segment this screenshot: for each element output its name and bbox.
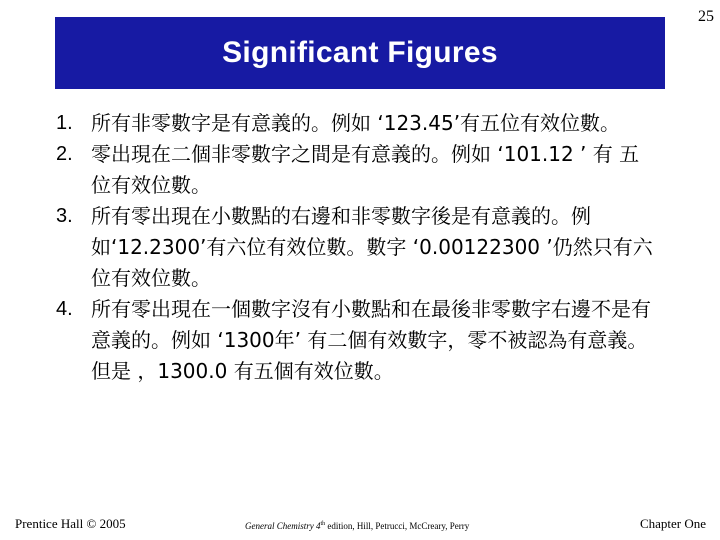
- footer-edition-superscript: th: [320, 521, 326, 527]
- rule-item: [56, 294, 676, 387]
- rule-text: 零出現在二個非零數字之間是有意義的。例如 ‘101.12 ’ 有 五位有效位數。: [91, 142, 640, 197]
- rule-text: 所有零出現在一個數字沒有小數點和在最後非零數字右邊不是有意義的。例如 ‘1300年’ 有二個有效數字，零不被認為有意義。但是 ，1300.0 有五個有效位數。: [91, 297, 651, 383]
- rule-number: 1.: [56, 112, 73, 134]
- footer-chapter: Chapter One: [639, 516, 706, 531]
- footer-book-credit: [245, 521, 469, 531]
- rule-text: 所有零出現在小數點的右邊和非零數字後是有意義的。例如‘12.2300’有六位有效位數。數字 ‘0.00122300 ’仍然只有六位有效位數。: [91, 204, 653, 290]
- title-bar: [55, 17, 665, 89]
- rule-number: 3.: [56, 205, 73, 227]
- rule-number: 2.: [56, 143, 73, 165]
- footer-publisher: Prentice Hall © 2005: [15, 516, 126, 531]
- footer-book-title: General Chemistry 4: [245, 521, 321, 531]
- rule-item: [56, 201, 676, 294]
- rule-item: [56, 139, 676, 201]
- footer-authors: edition, Hill, Petrucci, McCreary, Perry: [325, 521, 470, 531]
- rule-text: 所有非零數字是有意義的。例如 ‘123.45’有五位有效位數。: [91, 111, 621, 135]
- rules-list: [56, 108, 676, 387]
- rule-item: [56, 108, 676, 139]
- rule-number: 4.: [56, 298, 73, 320]
- slide-title: Significant Figures: [222, 36, 498, 69]
- page-number: 25: [698, 8, 714, 25]
